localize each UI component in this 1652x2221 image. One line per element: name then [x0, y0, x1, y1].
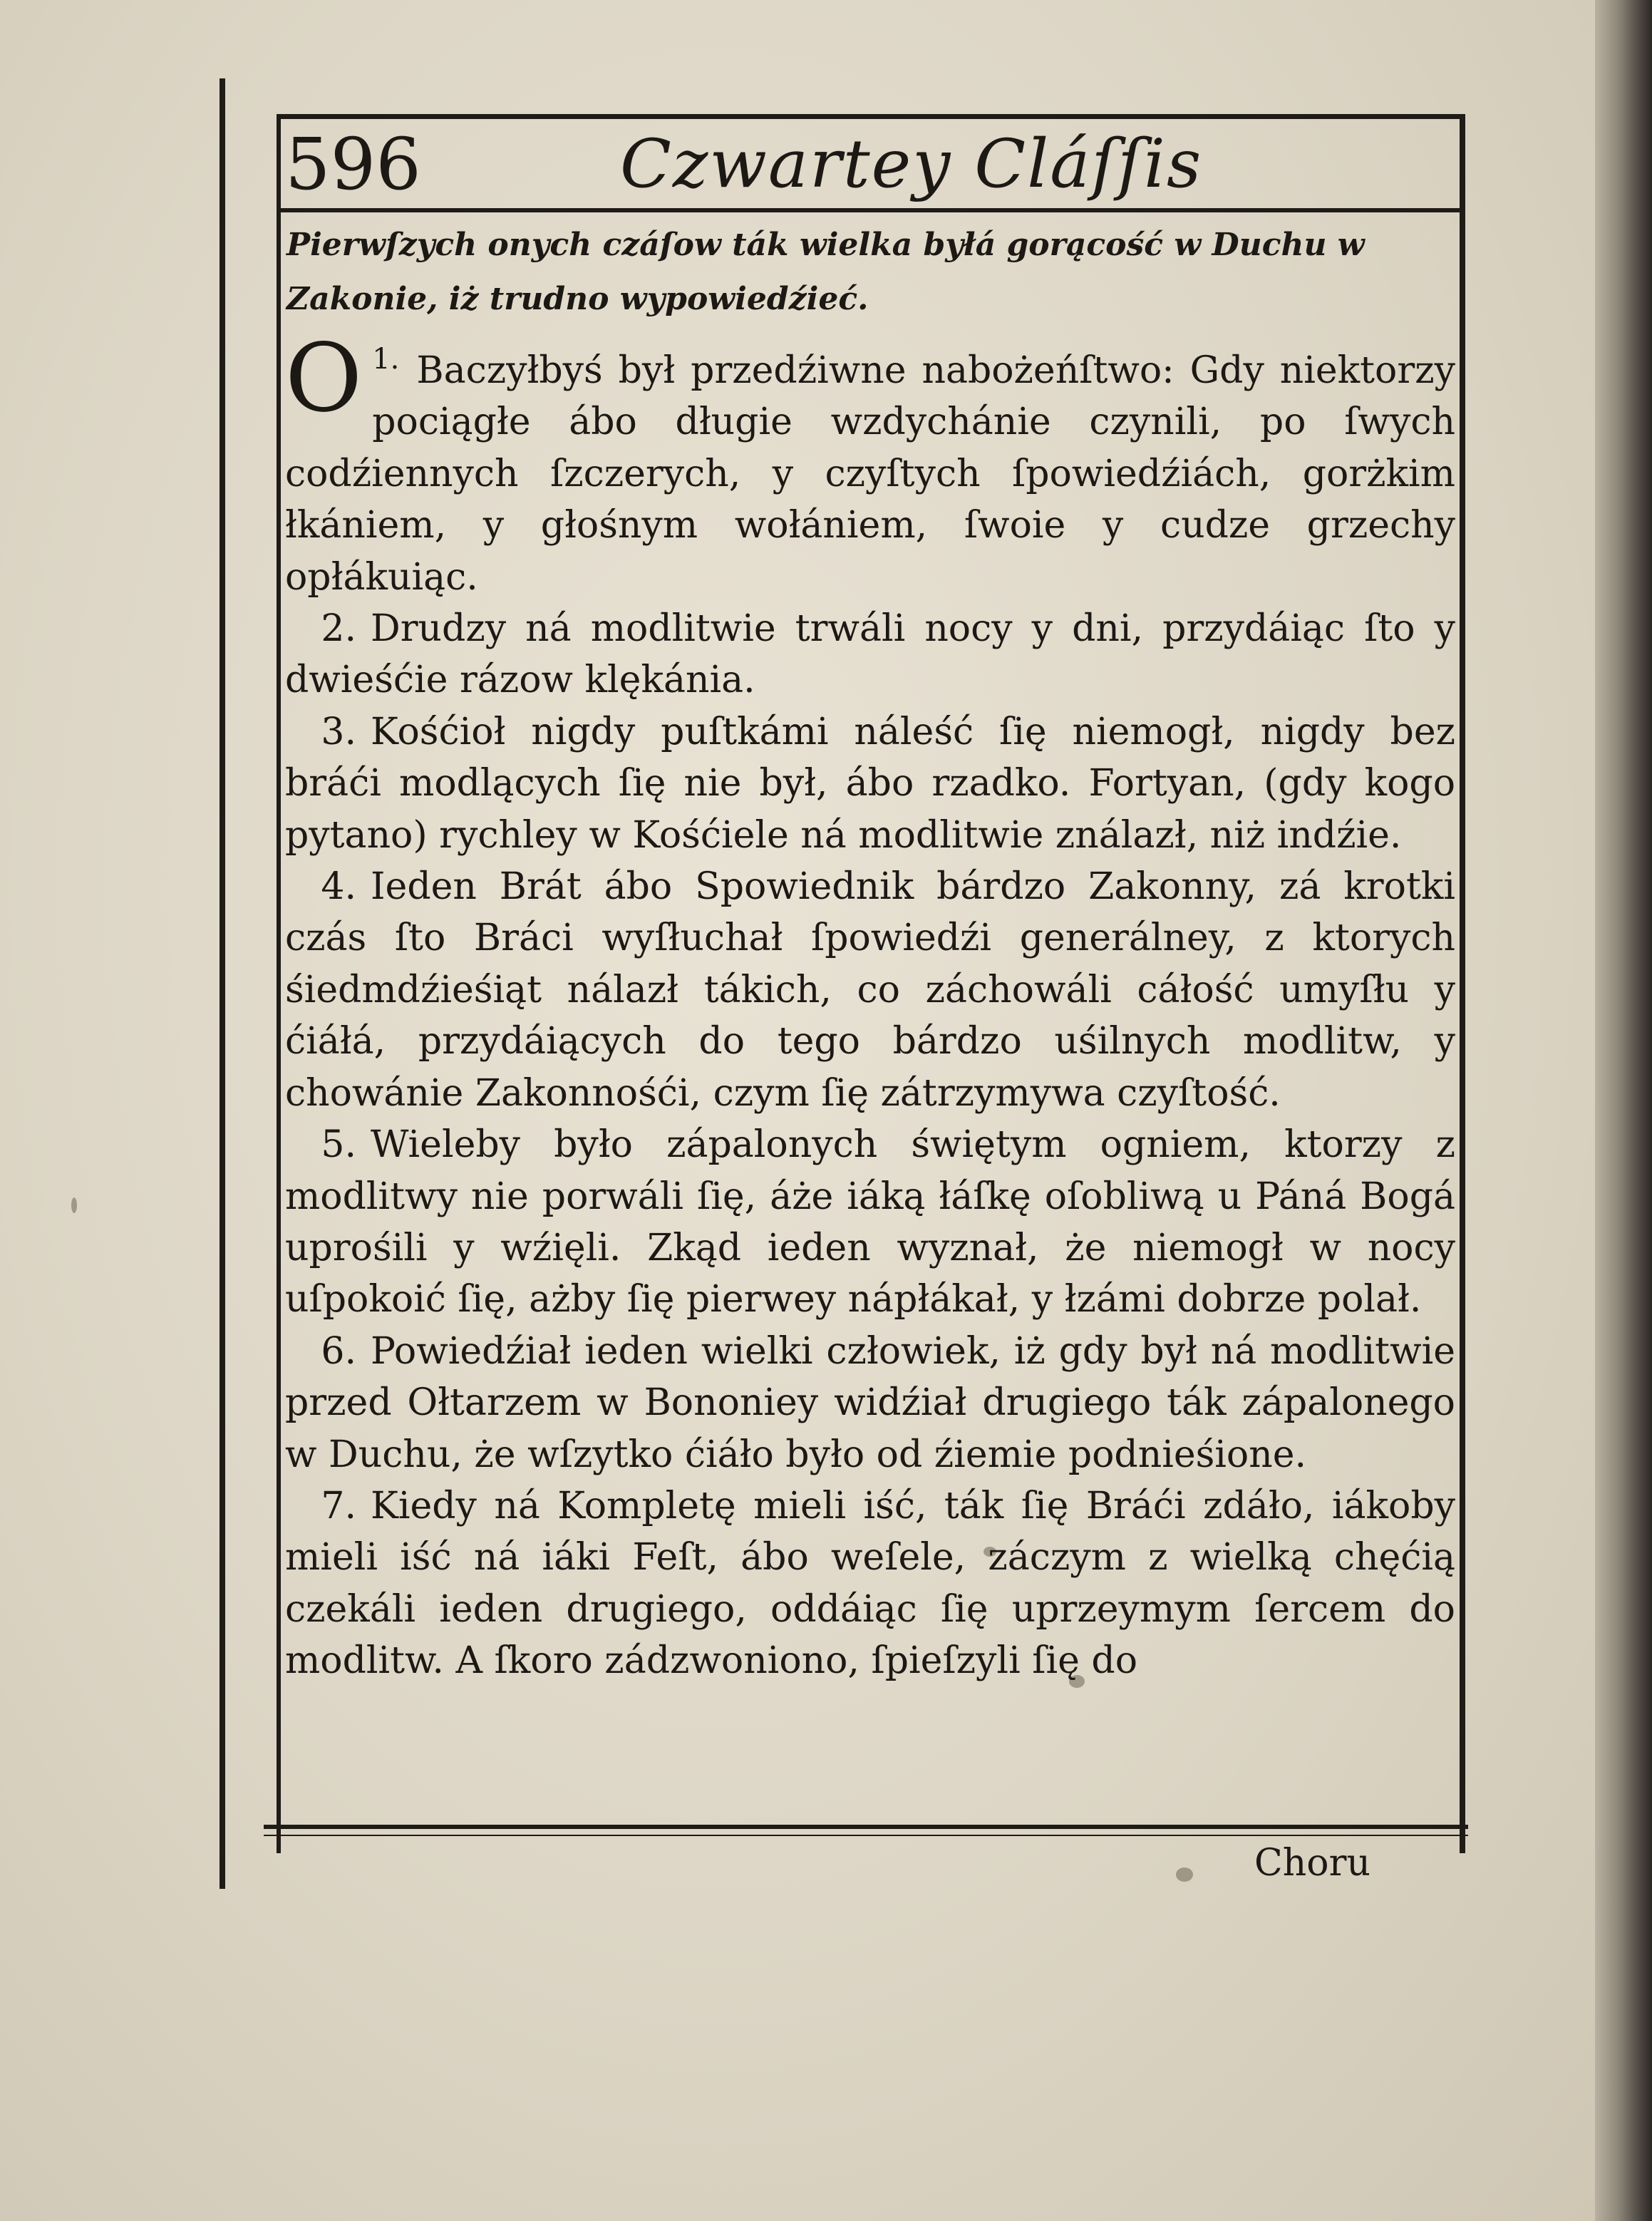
paragraph-text: Baczyłbyś był przedźiwne nabożeńſtwo: Gdy niektorzy pociągłe ábo długie wzdychánie czynili, po ſwych codźiennych ſzczerych, y czyſtych ſpowiedźiách, gorżkim łkániem, y głośnym wołániem, ſwoie y cudze grzechy opłákuiąc.	[285, 349, 1455, 599]
paragraph-text: Wieleby było zápalonych świętym ogniem, ktorzy z modlitwy nie porwáli ſię, áże iáką łáſkę oſobliwą u Páná Bogá uprośili y wźięli. Zkąd ieden wyznał, że niemogł w nocy uſpokoić ſię, ażby ſię pierwey nápłákał, y łzámi dobrze polał.	[285, 1123, 1455, 1321]
paragraph-text: Powiedźiał ieden wielki człowiek, iż gdy był ná modlitwie przed Ołtarzem w Bononiey widźiał drugiego ták zápalonego w Duchu, że wſzytko ćiáło było od źiemie podnieśione.	[285, 1329, 1455, 1476]
paragraph-text: Ieden Brát ábo Spowiednik bárdzo Zakonny, zá krotki czás ſto Bráci wyſłuchał ſpowiedźi generálney, z ktorych śiedmdźieśiąt nálazł tákich, co záchowáli cáłość umyſłu y ćiáłá, przydáiących do tego bárdzo uśilnych modlitw, y chowánie Zakonnośći, czym ſię zátrzymywa czyſtość.	[285, 865, 1455, 1115]
paragraph-text: Kiedy ná Kompletę mieli iść, ták ſię Bráći zdáło, iákoby mieli iść ná iáki Feſt, ábo weſele, záczym z wielką chęćią czekáli ieden drugiego, oddáiąc ſię uprzeymym ſercem do modlitw. A ſkoro zádzwoniono, ſpieſzyli ſię do	[285, 1484, 1455, 1683]
paragraph-number: 3.	[321, 710, 356, 753]
outer-margin-rule	[220, 78, 225, 1889]
running-title: Czwartey Cláſſis	[620, 125, 1203, 203]
body-text	[285, 324, 1455, 1687]
paragraph-7	[285, 1480, 1455, 1687]
chapter-summary: Pierwſzych onych czáſow ták wielka byłá gorącość w Duchu w Zakonie, iż trudno wypowiedźieć.	[286, 227, 1365, 317]
footer-rule-thin	[264, 1835, 1468, 1836]
footer-rule	[264, 1825, 1468, 1829]
paragraph-3	[285, 706, 1455, 861]
frame-top-rule	[277, 114, 1465, 119]
header-rule	[277, 208, 1465, 212]
page-header	[285, 120, 1454, 205]
paragraph-1	[285, 324, 1455, 603]
paragraph-4	[285, 861, 1455, 1119]
paragraph-6	[285, 1326, 1455, 1480]
paragraph-number: 7.	[321, 1484, 356, 1527]
paragraph-number: 5.	[321, 1123, 356, 1167]
paragraph-number: 1.	[372, 343, 400, 376]
paragraph-number: 6.	[321, 1329, 356, 1373]
paragraph-number: 4.	[321, 865, 356, 909]
book-gutter	[1595, 0, 1652, 2221]
paragraph-2	[285, 603, 1455, 706]
page-number: 596	[285, 123, 421, 206]
paragraph-number: 2.	[321, 607, 356, 651]
paragraph-text: Kośćioł nigdy puſtkámi náleść ſię niemogł, nigdy bez bráći modlących ſię nie był, ábo rzadko. Fortyan, (gdy kogo pytano) rychley w Kośćiele ná modlitwie ználazł, niż indźie.	[285, 710, 1455, 857]
paper-stain	[71, 1197, 77, 1213]
drop-cap: O	[285, 324, 363, 433]
paragraph-5	[285, 1119, 1455, 1326]
paper-stain	[1176, 1867, 1193, 1882]
paragraph-text: Drudzy ná modlitwie trwáli nocy y dni, przydáiąc ſto y dwieśćie rázow klękánia.	[285, 607, 1455, 702]
catchword: Choru	[1254, 1842, 1370, 1885]
